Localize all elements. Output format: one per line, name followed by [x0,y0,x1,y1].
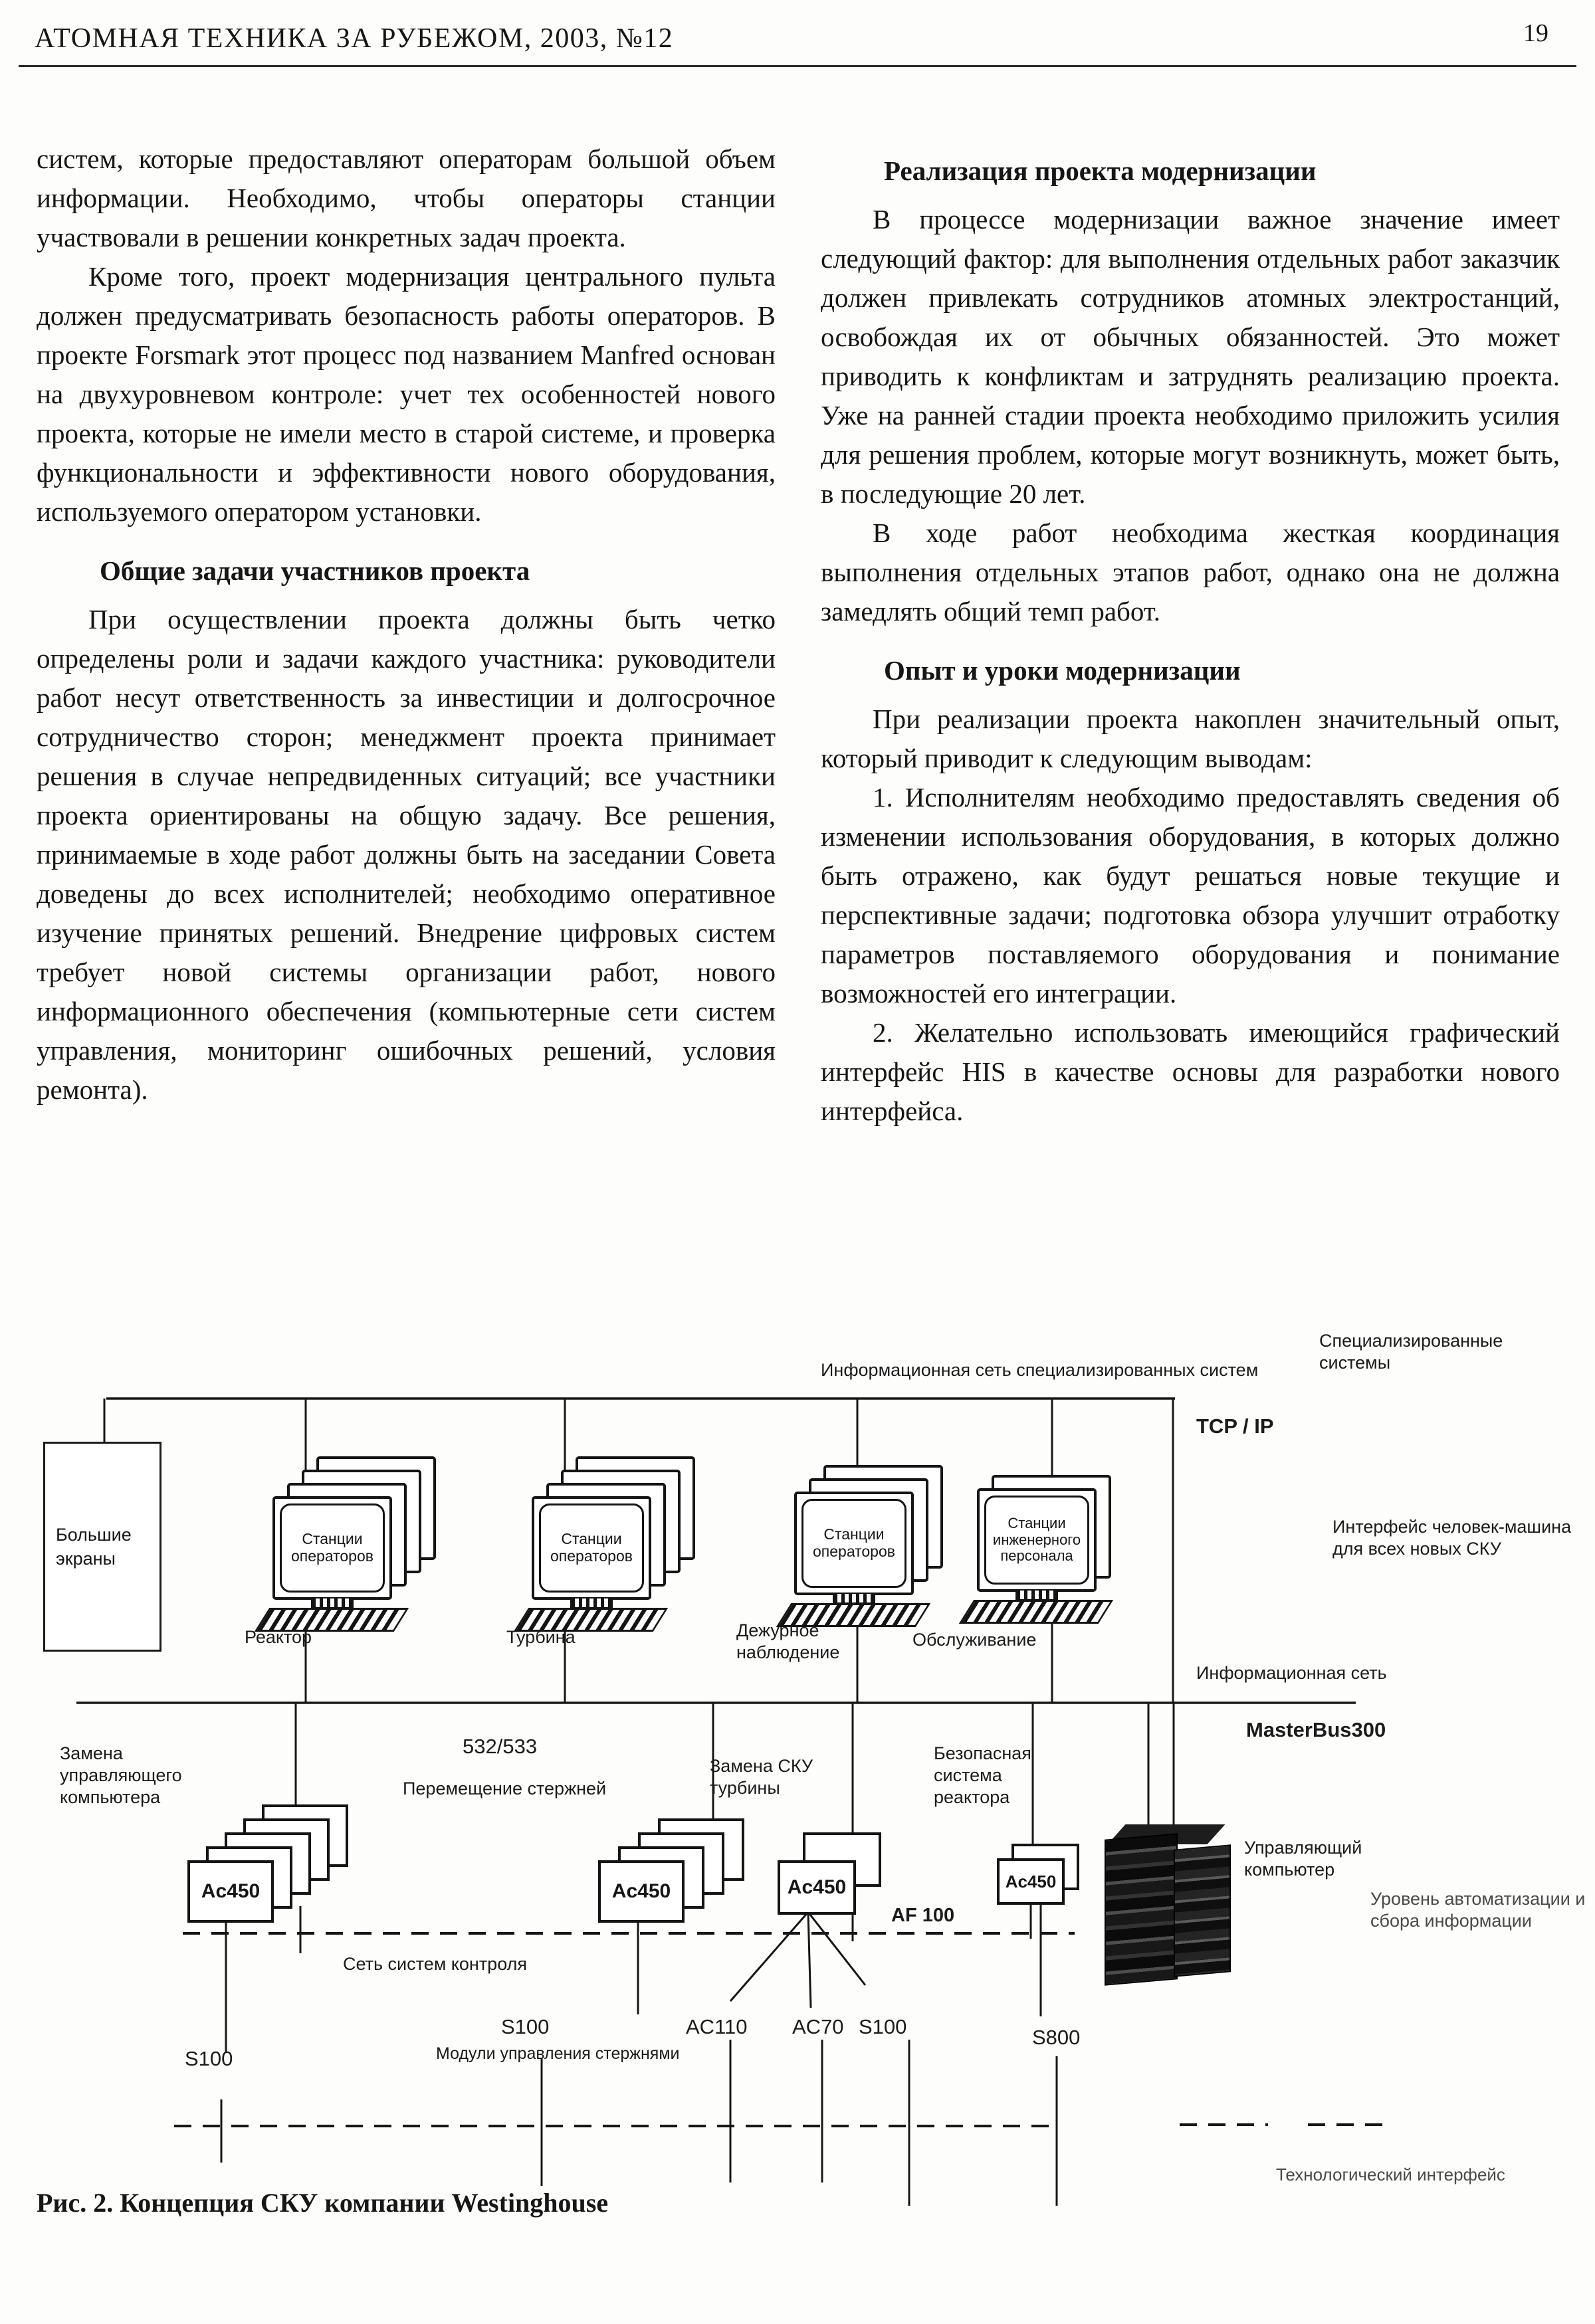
journal-title: АТОМНАЯ ТЕХНИКА ЗА РУБЕЖОМ, 2003, №12 [35,23,674,54]
station-screen-label: Станции операторов [813,1525,895,1560]
tech-interface-label: Технологический интерфейс [1276,2165,1505,2184]
control-network-label: Сеть систем контроля [343,1954,528,1974]
controller-box [997,1858,1065,1905]
monitor-stand [833,1593,875,1604]
s100-left-label: S100 [185,2047,233,2070]
turbine-label: Турбина [506,1627,576,1647]
engineering-stations [977,1488,1097,1641]
station-screen-label: Станции операторов [291,1530,373,1565]
paragraph: При реализации проекта накоплен значительный опыт, который приводит к следующим выводам: [821,704,1560,773]
control-computer-unit [1105,1827,1237,1986]
station-screen-label: Станции инженерного персонала [992,1515,1081,1565]
controller-box [598,1860,685,1923]
header-rule [19,65,1576,67]
specialized-systems-label: Специализированные системы [1319,1331,1503,1373]
ac450-label: Ac450 [201,1880,261,1902]
rod-movement-label: Перемещение стержней [403,1779,607,1798]
controller-box [187,1860,274,1923]
replace-turbine-label: Замена СКУ турбины [710,1756,813,1798]
figure-caption: Рис. 2. Концепция СКУ компании Westinghouse [37,2188,609,2218]
page-number: 19 [1523,19,1548,47]
reactor-label: Реактор [245,1627,312,1647]
paragraph: систем, которые предоставляют операторам большой объем информации. Необходимо, чтобы операторы станции участвовали в решении конкретных задач проекта. [37,144,776,252]
tcp-ip-label: TCP / IP [1196,1414,1274,1438]
paragraph: 1. Исполнителям необходимо предоставлять сведения об изменении использования оборудования, в которых должно быть отражено, как будут решаться новые текущие и перспективные задачи; подготовка обзора улучшит отработку параметров поставляемого оборудования и понимание возможностей его интеграции. [821,782,1560,1009]
ac70-label: AC70 [792,2015,844,2038]
monitor-stand [311,1597,354,1608]
s100-right-label: S100 [859,2015,907,2038]
observation-label: Дежурное наблюдение [736,1620,840,1662]
ac450-label: Ac450 [611,1880,671,1902]
specialized-network-label: Информационная сеть специализированных систем [821,1360,1259,1380]
right-column [821,140,1560,1131]
monitor-stand [570,1597,613,1608]
masterbus-label: MasterBus300 [1246,1718,1386,1741]
automation-level-label: Уровень автоматизации и сбора информации [1370,1889,1586,1931]
keyboard-icon [959,1600,1113,1624]
rack-tower [1174,1844,1231,1977]
hmi-note: Интерфейс человек-машина для всех новых СКУ [1332,1517,1572,1559]
rack-tower [1105,1833,1178,1986]
monitor-stand [1015,1589,1058,1600]
section-heading: Реализация проекта модернизации [884,155,1317,186]
ac450-label: Ac450 [1005,1871,1057,1891]
monitor-icon [272,1496,392,1600]
monitor-icon [977,1488,1097,1592]
sku-concept-diagram [0,1322,1595,2232]
station-screen-label: Станции операторов [550,1530,633,1565]
s100-mid-label: S100 [501,2015,550,2038]
ac110-label: AC110 [686,2015,748,2038]
maintenance-label: Обслуживание [912,1630,1037,1650]
paragraph: 2. Желательно использовать имеющийся графический интерфейс HIS в качестве основы для разработки нового интерфейса. [821,1017,1560,1126]
paragraph: В ходе работ необходима жесткая координация выполнения отдельных этапов работ, однако она не должна замедлять общий темп работ. [821,518,1560,627]
safe-reactor-label: Безопасная система реактора [934,1743,1031,1807]
s800-label: S800 [1032,2026,1081,2049]
rod-modules-label: Модули управления стержнями [436,2044,680,2063]
controller-box [778,1860,856,1915]
left-column [37,140,776,1110]
replace-computer-label: Замена управляющего компьютера [60,1743,182,1807]
af100-label: AF 100 [891,1905,955,1926]
rods-number-label: 532/533 [463,1735,538,1758]
big-screens-label: Большие экраны [56,1524,132,1569]
paragraph: В процессе модернизации важное значение имеет следующий фактор: для выполнения отдельных работ заказчик должен привлекать сотрудников атомных электростанций, освобождая их от обычных обязанностей. Это может приводить к конфликтам и затруднять реализацию проекта. Уже на ранней стадии проекта необходимо приложить усилия для решения проблем, которые могут возникнуть, может быть, в последующие 20 лет. [821,204,1560,509]
section-heading: Общие задачи участников проекта [100,555,530,586]
control-computer-label: Управляющий компьютер [1244,1838,1362,1880]
section-heading: Опыт и уроки модернизации [884,655,1241,686]
big-screens-box [43,1442,161,1652]
paragraph: При осуществлении проекта должны быть четко определены роли и задачи каждого участника: руководители работ несут ответственность за инвестиции и долгосрочное сотрудничество сторон; менеджмент проекта принимает решения в случае непредвиденных ситуаций; все участники проекта ориентированы на общую задачу. Все решения, принимаемые в ходе работ должны быть на заседании Совета доведены до всех исполнителей; необходимо оперативное изучение принятых решений. Внедрение цифровых систем требует новой системы организации работ, нового информационного обеспечения (компьютерные сети систем управления, мониторинг ошибочных решений, условия ремонта). [37,604,776,1105]
info-network-label: Информационная сеть [1196,1663,1387,1683]
monitor-icon [794,1492,914,1595]
paragraph: Кроме того, проект модернизация центрального пульта должен предусматривать безопасность работы операторов. В проекте Forsmark этот процесс под названием Manfred основан на двухуровневом контроле: учет тех особенностей нового проекта, которые не имели место в старой системе, и проверка функциональности и эффективности нового оборудования, используемого оператором установки. [37,261,776,527]
ac450-label: Ac450 [787,1876,847,1898]
monitor-icon [532,1496,651,1600]
